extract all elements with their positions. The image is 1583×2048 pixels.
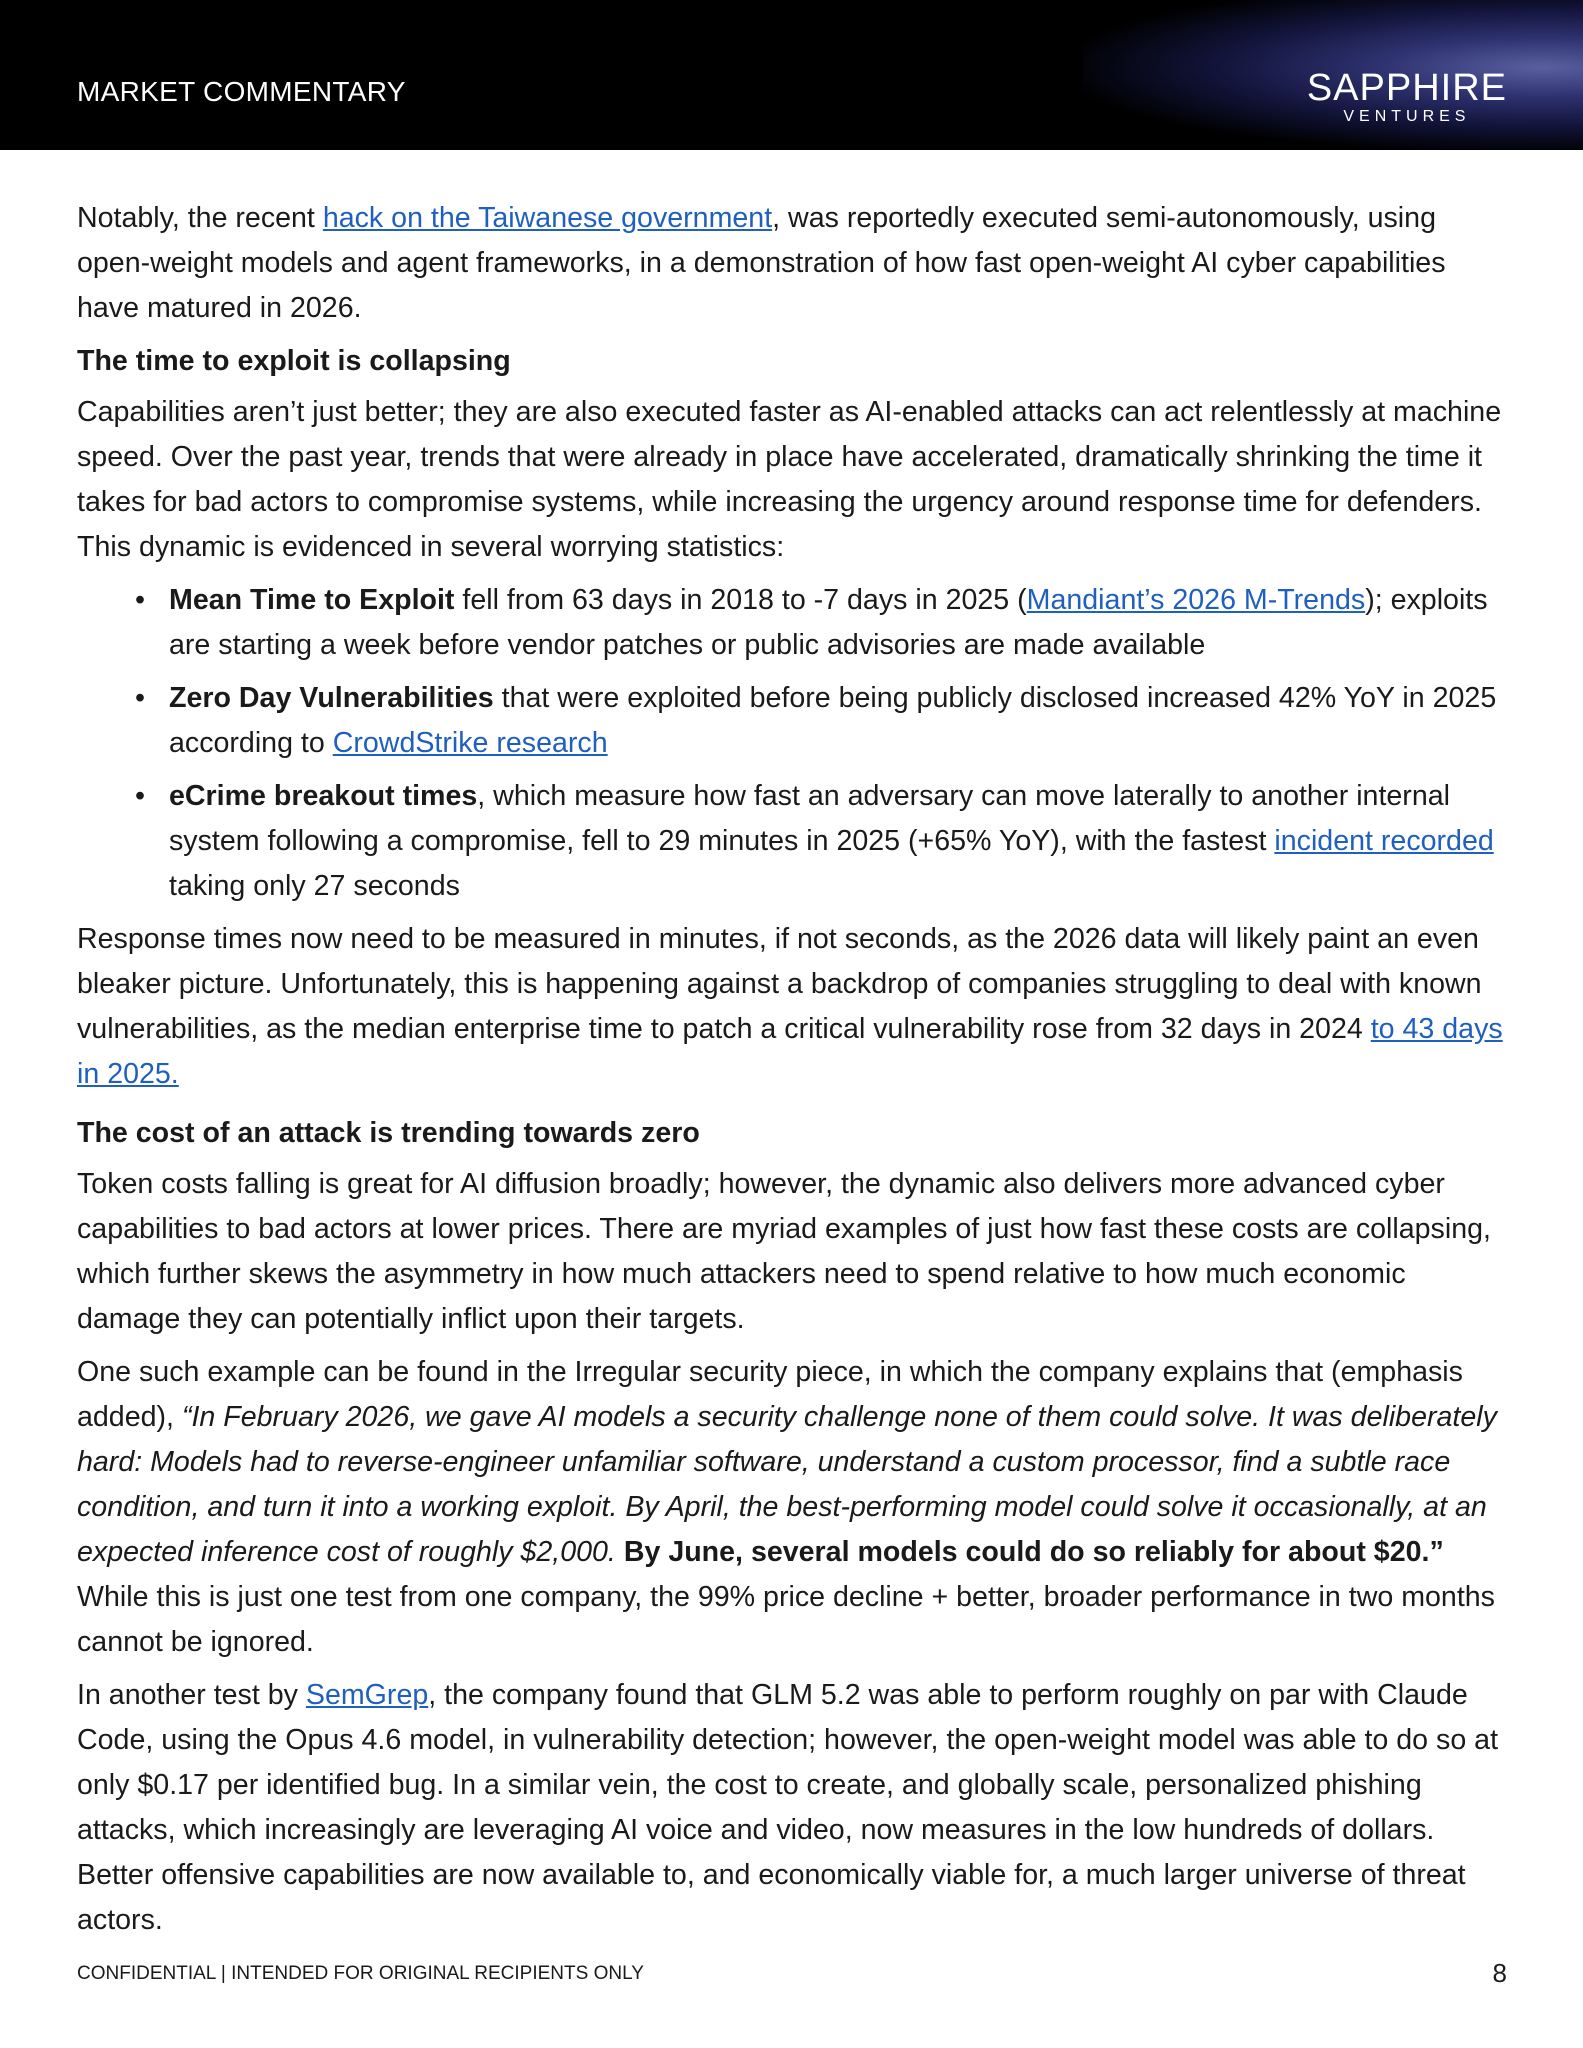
paragraph-taiwan-hack: Notably, the recent hack on the Taiwanese government, was reportedly executed semi-autonomously, using open-weight models and agent frameworks, in a demonstration of how fast open-weight AI cyber capabilities have matured in 2026. [77,202,1446,324]
bullet-icon: • [135,780,146,812]
bullet-icon: • [135,682,146,714]
link-taiwan-hack[interactable]: hack on the Taiwanese government [322,202,773,234]
paragraph-token-costs: Token costs falling is great for AI diffusion broadly; however, the dynamic also delivers more advanced cyber capabilities to bad actors at lower prices. There are myriad examples of just how fast these costs are collapsing, which further skews the asymmetry in how much attackers need to spend relative to how much economic damage they can potentially inflict upon their targets. [77,1168,1491,1335]
paragraph-capabilities: Capabilities aren’t just better; they are also executed faster as AI-enabled attacks can act relentlessly at machine speed. Over the past year, trends that were already in place have accelerated, dramatically shrinking the time it takes for bad actors to compromise systems, while increasing the urgency around response time for defenders. This dynamic is evidenced in several worrying statistics: [77,396,1502,563]
link-semgrep[interactable]: SemGrep [305,1679,429,1711]
statistics-list [77,578,1507,909]
list-item-zero-day: • Zero Day Vulnerabilities that were exploited before being publicly disclosed increased 42% YoY in 2025 according to CrowdStrike research [169,676,1507,766]
page-header [0,0,1583,150]
logo-wordmark: SAPPHIRE [1306,67,1507,109]
quote-bold: By June, several models could do so reliably for about $20.” [615,1536,1444,1568]
paragraph-response-times: Response times now need to be measured in minutes, if not seconds, as the 2026 data will likely paint an even bleaker picture. Unfortunately, this is happening against a backdrop of companies struggling to deal with known vulnerabilities, as the median enterprise time to patch a critical vulnerability rose from 32 days in 2024 to 43 days in 2025. [77,923,1503,1090]
quote-italic: “In February 2026, we gave AI models a security challenge none of them could solve. It was deliberately hard: Models had to reverse-engineer unfamiliar software, understand a custom processor, find a subtle race condition, and turn it into a working exploit. By April, the best-performing model could solve it occasionally, at an expected inference cost of roughly $2,000. [77,1401,1497,1568]
header-title: MARKET COMMENTARY [77,76,406,107]
link-mandiant-m-trends[interactable]: Mandiant’s 2026 M-Trends [1026,584,1366,616]
heading-cost-of-attack: The cost of an attack is trending towards zero [77,1117,700,1149]
footer-confidential: CONFIDENTIAL | INTENDED FOR ORIGINAL RECIPIENTS ONLY [77,1963,644,1984]
link-crowdstrike-research[interactable]: CrowdStrike research [332,727,608,759]
page-number: 8 [1492,1958,1507,1988]
list-item-ecrime-breakout: • eCrime breakout times, which measure how fast an adversary can move laterally to another internal system following a compromise, fell to 29 minutes in 2025 (+65% YoY), with the fastest incident recorded taking only 27 seconds [169,774,1507,909]
sapphire-ventures-logo [1306,67,1507,126]
logo-subtitle: VENTURES [1343,108,1471,125]
link-incident-recorded[interactable]: incident recorded [1274,825,1494,857]
paragraph-irregular-example: One such example can be found in the Irregular security piece, in which the company explains that (emphasis added), “In February 2026, we gave AI models a security challenge none of them could solve. It was deliberately hard: Models had to reverse-engineer unfamiliar software, understand a custom processor, find a subtle race condition, and turn it into a working exploit. By April, the best-performing model could solve it occasionally, at an expected inference cost of roughly $2,000. By June, several models could do so reliably for about $20.” While this is just one test from one company, the 99% price decline + better, broader performance in two months cannot be ignored. [77,1356,1497,1658]
paragraph-semgrep: In another test by SemGrep, the company found that GLM 5.2 was able to perform roughly on par with Claude Code, using the Opus 4.6 model, in vulnerability detection; however, the open-weight model was able to do so at only $0.17 per identified bug. In a similar vein, the cost to create, and globally scale, personalized phishing attacks, which increasingly are leveraging AI voice and video, now measures in the low hundreds of dollars. Better offensive capabilities are now available to, and economically viable for, a much larger universe of threat actors. [77,1679,1499,1936]
bullet-icon: • [135,584,146,616]
heading-time-to-exploit: The time to exploit is collapsing [77,345,511,377]
article-body [77,196,1507,1951]
link-43-days[interactable]: to 43 days in 2025. [77,1013,1503,1090]
list-item-mean-time-to-exploit: • Mean Time to Exploit fell from 63 days in 2018 to -7 days in 2025 (Mandiant’s 2026 M-Trends); exploits are starting a week before vendor patches or public advisories are made available [169,578,1507,668]
